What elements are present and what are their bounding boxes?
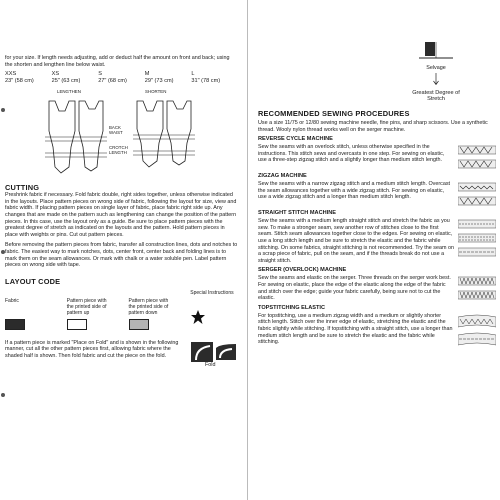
left-column [5, 55, 238, 368]
sewing-heading: RECOMMENDED SEWING PROCEDURES [258, 109, 410, 118]
printed-down-swatch [129, 319, 149, 330]
size-value: 23" (58 cm) [5, 78, 34, 85]
size-value: 29" (73 cm) [144, 78, 174, 85]
right-column [258, 109, 496, 353]
size-value: 31" (78 cm) [191, 78, 221, 85]
fold-diagram-icon [190, 340, 238, 364]
size-table [5, 71, 238, 85]
page-gutter [247, 0, 248, 500]
fold-text: If a pattern piece is marked "Place on Fold" and is shown in the following manner, cut all the other pattern pieces first, allowing fabric where the shaded half is shown. Then fold fabric and cut the piece on the fold. [5, 339, 179, 359]
selvage-label: Selvage [426, 65, 446, 71]
cutting-paragraph: Before removing the pattern pieces from fabric, transfer all construction lines, dots and notches to fabric. The easiest way to mark notches, dots, center front, center back and folding lines is to mark them on the seam allowances. Or mark with chalk or a water soluble pen. Label pattern pieces on wrong side with tape. [5, 242, 238, 269]
legend-label: Pattern piece with the printed side of pattern up [66, 297, 107, 316]
method-zigzag [258, 181, 496, 207]
binding-hole [1, 393, 5, 397]
section-text: Sew the seams with a narrow zigzag stitch and a medium stitch length. Overcast the seam allowances together with a wide zigzag stitch. For sewing on elastic, use a wide zigzag stitch and a longer than medium stitch length. [258, 181, 451, 201]
size-value: 27" (68 cm) [98, 78, 127, 85]
size-label: XXS [5, 71, 17, 78]
topstitch-icon [458, 313, 496, 353]
size-label: M [144, 71, 150, 78]
method-serger [258, 275, 496, 301]
layout-code-legend [5, 290, 238, 330]
section-title: REVERSE CYCLE MACHINE [258, 136, 333, 143]
section-text: Sew the seams with a medium length straight stitch and stretch the fabric as you sew. To make a stronger seam, sew another row of stitches close to the first seam. Stitch seam allowances together close to the edges. For sewing on elastic, use a long stitch length and be sure to stretch the elastic and the fabric while stitching. On some fabrics, straight stitching is not recommended. Try the seam on a scrap piece of fabric, pull on the seam, and if the threads break do not use a straight stitch. [258, 218, 454, 264]
straight-stitch-icon [458, 218, 496, 262]
cutting-paragraph: Preshrink fabric if necessary. Fold fabric double, right sides together, unless otherwise indicated in the layouts. Place pattern pieces on wrong side of fabric, following the layout for size, view and fabric width. If placing pattern pieces on single layer of fabric, place fabric right side up. Any changes that are made on the pattern such as lengthening can change the position of the pattern pieces. In this case, use the layout only as a guide. Be sure to place pattern pieces with the greatest degree of stretch as indicated on the layouts and the pattern. Hold pattern pieces in place with weights or pins. Cut out pattern pieces. [5, 192, 237, 238]
section-text: Sew the seams and elastic on the serger. Three threads on the serger work best. For sewing on elastic, place the edge of the elastic along the edge of the fabric and stitch over the edge; guide your fabric carefully, being sure not to cut the elastic. [258, 275, 451, 302]
overlock-stitch-icon [458, 144, 496, 170]
lengthen-label: LENGTHEN [57, 89, 81, 95]
stretch-arrow-icon [433, 73, 439, 85]
fold-instructions [5, 340, 238, 364]
section-title: ZIGZAG MACHINE [258, 173, 307, 180]
method-topstitching [258, 313, 496, 353]
section-title: TOPSTITCHING ELASTIC [258, 304, 326, 311]
sewing-intro: Use a size 11/75 or 12/80 sewing machine needle, fine pins, and sharp scissors. Use a synthetic thread. Wooly nylon thread works well on the serger machine. [258, 120, 488, 133]
method-reverse-cycle [258, 144, 496, 170]
printed-up-swatch [67, 319, 87, 330]
crotch-length-label: CROTCH LENGTH [109, 145, 128, 156]
cutting-heading: CUTTING [5, 183, 40, 193]
length-diagram [5, 89, 238, 181]
size-value: 25" (63 cm) [51, 78, 81, 85]
star-icon [190, 309, 206, 325]
legend-label: Special Instructions [190, 289, 234, 296]
size-label: XS [51, 71, 60, 78]
legend-label: Fabric [5, 297, 19, 304]
section-title: STRAIGHT STITCH MACHINE [258, 210, 336, 217]
selvage-icon [419, 42, 453, 60]
legend-label: Pattern piece with the printed side of pattern down [128, 297, 169, 316]
legend-printed-up [67, 298, 115, 330]
legend-special [190, 290, 238, 330]
zigzag-stitch-icon [458, 181, 496, 207]
fabric-swatch [5, 319, 25, 330]
serger-stitch-icon [458, 275, 496, 301]
legend-printed-down [129, 298, 177, 330]
section-text: Sew the seams with an overlock stitch, unless otherwise specified in the instructions. This stitch sews and overcasts in one step. For sewing on elastic, use a three-step zigzag stitch and a slightly longer than medium stitch length. [258, 144, 445, 164]
layout-code-heading: LAYOUT CODE [5, 276, 61, 286]
method-straight-stitch [258, 218, 496, 264]
section-text: For topstitching, use a medium zigzag width and a medium or slightly shorter stitch length. Stitch over the inner edge of elastic, stretching the elastic and the fabric slightly while stitching. If topstitching with a straight stitch, use a longer than medium stitch length and be sure to stretch the elastic and the fabric while stitching. [258, 312, 453, 346]
size-label: S [98, 71, 102, 78]
legend-fabric [5, 298, 53, 330]
stretch-label: Greatest Degree of Stretch [412, 89, 460, 103]
selvage-key [410, 42, 462, 103]
back-waist-label: BACK WAIST [109, 125, 123, 136]
size-label: L [191, 71, 195, 78]
top-text: for your size. If length needs adjusting, add or deduct half the amount on front and back; using the shorten and lengthen line below waist. [5, 55, 230, 68]
fold-label: Fold [205, 361, 216, 368]
section-title: SERGER (OVERLOCK) MACHINE [258, 267, 347, 274]
swimsuit-diagram-icon [5, 89, 238, 181]
shorten-label: SHORTEN [145, 89, 167, 95]
